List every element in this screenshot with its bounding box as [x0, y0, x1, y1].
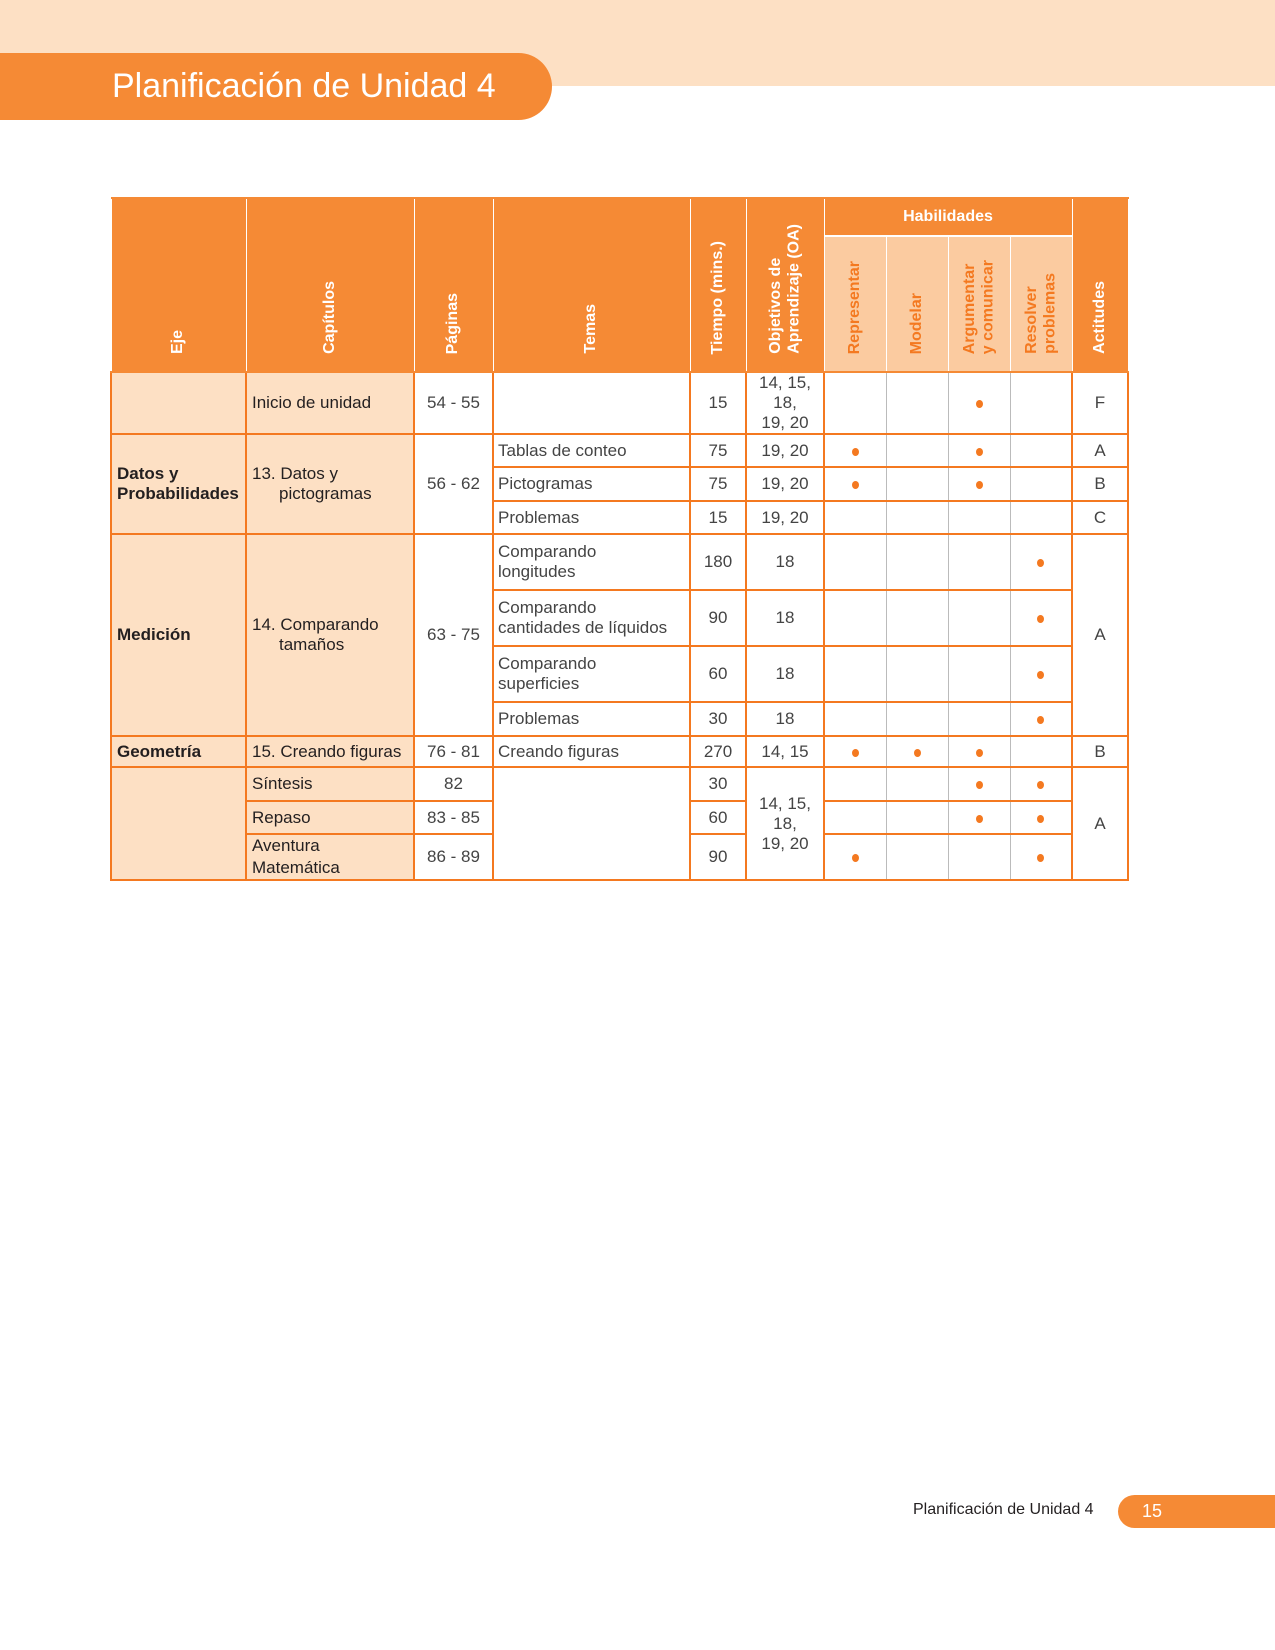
tiempo-cell: 75: [690, 467, 746, 501]
paginas-cell: 56 - 62: [414, 434, 493, 534]
habilidad-cell: [1010, 534, 1072, 590]
table-row: [111, 736, 1128, 767]
oa-cell: 14, 15, 18, 19, 20: [746, 372, 824, 434]
header-capitulos: Capítulos: [246, 198, 414, 372]
eje-cell: Datos y Probabilidades: [111, 434, 246, 534]
skill-dot-icon: [914, 749, 921, 757]
actitud-cell: A: [1072, 434, 1128, 467]
habilidad-cell: [886, 372, 948, 434]
habilidad-cell: [1010, 767, 1072, 801]
habilidad-cell: [948, 646, 1010, 702]
tema-cell: Comparando cantidades de líquidos: [493, 590, 690, 646]
skill-dot-icon: [1037, 671, 1044, 679]
habilidad-cell: [824, 501, 886, 534]
page-number: 15: [1142, 1501, 1163, 1521]
skill-dot-icon: [976, 815, 983, 823]
skill-dot-icon: [852, 481, 859, 489]
habilidad-cell: [948, 372, 1010, 434]
header-resolver: Resolver problemas: [1010, 236, 1072, 372]
habilidad-cell: [1010, 702, 1072, 736]
habilidad-cell: [1010, 801, 1072, 834]
habilidad-cell: [824, 467, 886, 501]
habilidad-cell: [1010, 646, 1072, 702]
habilidad-cell: [886, 501, 948, 534]
tema-cell: Comparando superficies: [493, 646, 690, 702]
skill-dot-icon: [1037, 559, 1044, 567]
header-eje: Eje: [111, 198, 246, 372]
tema-cell: Comparando longitudes: [493, 534, 690, 590]
header-paginas: Páginas: [414, 198, 493, 372]
habilidad-cell: [886, 434, 948, 467]
title-tab: [0, 53, 552, 120]
habilidad-cell: [1010, 590, 1072, 646]
habilidad-cell: [1010, 736, 1072, 767]
paginas-cell: 76 - 81: [414, 736, 493, 767]
skill-dot-icon: [976, 781, 983, 789]
tiempo-cell: 75: [690, 434, 746, 467]
paginas-cell: 63 - 75: [414, 534, 493, 736]
eje-cell: Medición: [111, 534, 246, 736]
tema-cell: Problemas: [493, 501, 690, 534]
paginas-cell: 83 - 85: [414, 801, 493, 834]
habilidad-cell: [948, 834, 1010, 880]
page-number-badge: [1118, 1495, 1275, 1528]
skill-dot-icon: [852, 749, 859, 757]
oa-cell: 18: [746, 534, 824, 590]
actitud-cell: B: [1072, 467, 1128, 501]
habilidad-cell: [948, 702, 1010, 736]
capitulo-cell: 14. Comparando tamaños: [246, 534, 414, 736]
header-temas: Temas: [493, 198, 690, 372]
habilidad-cell: [824, 590, 886, 646]
capitulo-cell: 15. Creando figuras: [246, 736, 414, 767]
skill-dot-icon: [976, 448, 983, 456]
tiempo-cell: 30: [690, 767, 746, 801]
habilidad-cell: [886, 736, 948, 767]
habilidad-cell: [948, 590, 1010, 646]
table-row: [111, 767, 1128, 801]
habilidad-cell: [824, 372, 886, 434]
tema-cell: Creando figuras: [493, 736, 690, 767]
oa-cell: 18: [746, 702, 824, 736]
header-habilidades: Habilidades: [824, 198, 1072, 236]
actitud-cell: C: [1072, 501, 1128, 534]
oa-cell: 19, 20: [746, 467, 824, 501]
habilidad-cell: [948, 501, 1010, 534]
tema-cell: Problemas: [493, 702, 690, 736]
eje-cell: [111, 767, 246, 880]
habilidad-cell: [886, 534, 948, 590]
skill-dot-icon: [976, 749, 983, 757]
habilidad-cell: [1010, 372, 1072, 434]
planning-table: [110, 197, 1129, 881]
tiempo-cell: 30: [690, 702, 746, 736]
oa-cell: 19, 20: [746, 501, 824, 534]
table-row: [111, 534, 1128, 590]
paginas-cell: 86 - 89: [414, 834, 493, 880]
tema-cell: Pictogramas: [493, 467, 690, 501]
header-tiempo: Tiempo (mins.): [690, 198, 746, 372]
habilidad-cell: [824, 801, 886, 834]
actitud-cell: F: [1072, 372, 1128, 434]
habilidad-cell: [1010, 434, 1072, 467]
skill-dot-icon: [1037, 854, 1044, 862]
habilidad-cell: [886, 590, 948, 646]
habilidad-cell: [948, 801, 1010, 834]
habilidad-cell: [886, 834, 948, 880]
skill-dot-icon: [852, 854, 859, 862]
capitulo-cell: Síntesis: [246, 767, 414, 801]
habilidad-cell: [824, 702, 886, 736]
capitulo-cell: Inicio de unidad: [246, 372, 414, 434]
actitud-cell: A: [1072, 534, 1128, 736]
capitulo-cell: 13. Datos y pictogramas: [246, 434, 414, 534]
habilidad-cell: [824, 736, 886, 767]
habilidad-cell: [886, 646, 948, 702]
skill-dot-icon: [976, 481, 983, 489]
capitulo-cell: Aventura Matemática: [246, 834, 414, 880]
habilidad-cell: [1010, 501, 1072, 534]
tiempo-cell: 90: [690, 590, 746, 646]
habilidad-cell: [886, 767, 948, 801]
eje-cell: [111, 372, 246, 434]
tiempo-cell: 60: [690, 646, 746, 702]
eje-cell: Geometría: [111, 736, 246, 767]
habilidad-cell: [948, 434, 1010, 467]
habilidad-cell: [824, 834, 886, 880]
header-oa: Objetivos de Aprendizaje (OA): [746, 198, 824, 372]
skill-dot-icon: [1037, 716, 1044, 724]
habilidad-cell: [1010, 467, 1072, 501]
actitud-cell: B: [1072, 736, 1128, 767]
table-row: [111, 372, 1128, 434]
habilidad-cell: [1010, 834, 1072, 880]
header-modelar: Modelar: [886, 236, 948, 372]
tiempo-cell: 270: [690, 736, 746, 767]
skill-dot-icon: [976, 400, 983, 408]
habilidad-cell: [948, 467, 1010, 501]
habilidad-cell: [824, 434, 886, 467]
oa-cell: 14, 15, 18, 19, 20: [746, 767, 824, 880]
table-row: [111, 434, 1128, 467]
tiempo-cell: 15: [690, 372, 746, 434]
paginas-cell: 54 - 55: [414, 372, 493, 434]
habilidad-cell: [948, 736, 1010, 767]
habilidad-cell: [886, 801, 948, 834]
paginas-cell: 82: [414, 767, 493, 801]
header-representar: Representar: [824, 236, 886, 372]
oa-cell: 19, 20: [746, 434, 824, 467]
oa-cell: 18: [746, 590, 824, 646]
actitud-cell: A: [1072, 767, 1128, 880]
habilidad-cell: [948, 767, 1010, 801]
tiempo-cell: 180: [690, 534, 746, 590]
page-title: Planificación de Unidad 4: [112, 67, 496, 105]
habilidad-cell: [886, 467, 948, 501]
tema-cell: [493, 372, 690, 434]
oa-cell: 18: [746, 646, 824, 702]
capitulo-cell: Repaso: [246, 801, 414, 834]
header-actitudes: Actitudes: [1072, 198, 1128, 372]
oa-cell: 14, 15: [746, 736, 824, 767]
habilidad-cell: [886, 702, 948, 736]
habilidad-cell: [948, 534, 1010, 590]
tema-cell: [493, 767, 690, 880]
tiempo-cell: 60: [690, 801, 746, 834]
skill-dot-icon: [1037, 815, 1044, 823]
habilidad-cell: [824, 646, 886, 702]
footer-label: Planificación de Unidad 4: [913, 1501, 1094, 1518]
habilidad-cell: [824, 767, 886, 801]
header-argumentar: Argumentar y comunicar: [948, 236, 1010, 372]
skill-dot-icon: [852, 448, 859, 456]
tiempo-cell: 90: [690, 834, 746, 880]
habilidad-cell: [824, 534, 886, 590]
skill-dot-icon: [1037, 781, 1044, 789]
tema-cell: Tablas de conteo: [493, 434, 690, 467]
skill-dot-icon: [1037, 615, 1044, 623]
tiempo-cell: 15: [690, 501, 746, 534]
